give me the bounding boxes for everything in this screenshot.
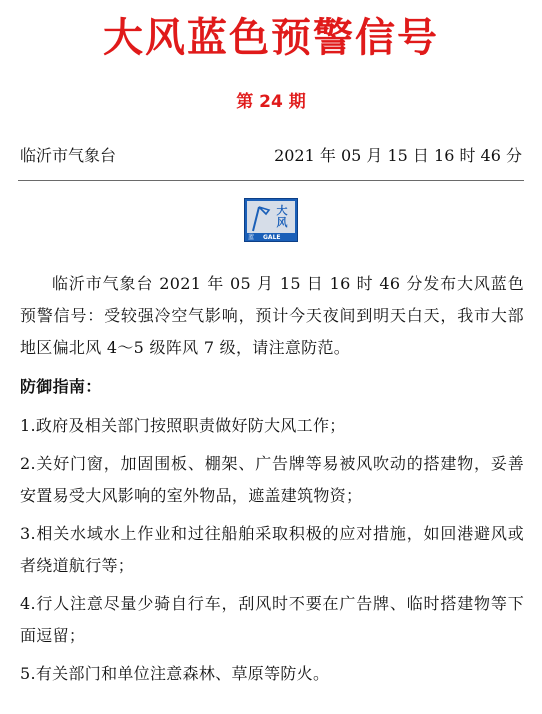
- gale-blue-warning-icon: [244, 198, 298, 242]
- icon-panel: [247, 201, 295, 233]
- icon-char-2: 风: [276, 216, 288, 229]
- warning-body: [20, 268, 524, 690]
- guidance-heading: 防御指南：: [20, 377, 102, 396]
- guidance-item-3: 3.相关水域水上作业和过往船舶采取积极的应对措施，如回港避风或者绕道航行等；: [20, 524, 524, 575]
- guidance-item-5: 5.有关部门和单位注意森林、草原等防火。: [20, 664, 330, 683]
- issue-number: 第 24 期: [236, 92, 306, 112]
- guidance-item-2: 2.关好门窗，加固围板、棚架、广告牌等易被风吹动的搭建物，妥善安置易受大风影响的室外物品，遮盖建筑物资；: [20, 454, 524, 505]
- page-title: 大风蓝色预警信号: [103, 15, 439, 61]
- icon-label-en: GALE: [263, 234, 281, 241]
- issue-datetime: 2021 年 05 月 15 日 16 时 46 分: [274, 146, 522, 165]
- issuer-name: 临沂市气象台: [20, 146, 117, 165]
- guidance-item-4: 4.行人注意尽量少骑自行车，刮风时不要在广告牌、临时搭建物等下面逗留；: [20, 594, 524, 645]
- warning-paragraph: 临沂市气象台 2021 年 05 月 15 日 16 时 46 分发布大风蓝色预警信号：受较强冷空气影响，预计今天夜间到明天白天，我市大部地区偏北风 4～5 级阵风 7 级，请注意防范。: [20, 274, 524, 357]
- guidance-item-1: 1.政府及相关部门按照职责做好防大风工作；: [20, 416, 346, 435]
- icon-char-1: 大: [276, 204, 288, 217]
- icon-characters: [269, 205, 295, 229]
- divider: [18, 180, 524, 181]
- icon-label-cn: 蓝: [248, 234, 255, 241]
